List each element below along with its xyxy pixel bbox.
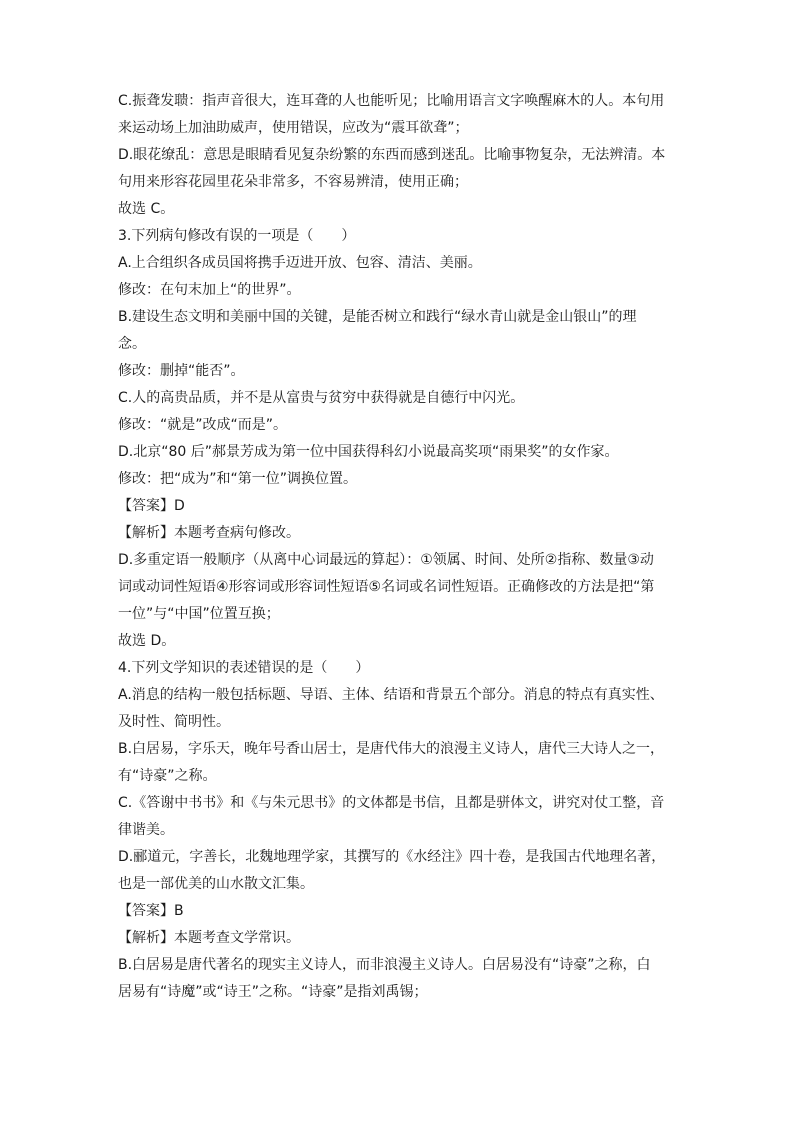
text-line: 也是一部优美的山水散文汇集。 <box>118 876 314 892</box>
text-line-c-option-explanation: C.振聋发聩：指声音很大，连耳聋的人也能听见；比喻用语言文字唤醒麻木的人。本句用 <box>118 93 665 109</box>
text-line: 词或动词性短语④形容词或形容词性短语⑤名词或名词性短语。正确修改的方法是把“第 <box>118 579 655 595</box>
question-3-option-d-fix: 修改：把“成为”和“第一位”调换位置。 <box>118 471 358 487</box>
question-3-option-b-fix: 修改：删掉“能否”。 <box>118 363 245 379</box>
text-line: 有“诗豪”之称。 <box>118 768 217 784</box>
question-3-analysis-text: D.多重定语一般顺序（从离中心词最远的算起）：①领属、时间、处所②指称、数量③动 <box>118 552 654 568</box>
text-line: 居易有“诗魔”或“诗王”之称。“诗豪”是指刘禹锡； <box>118 984 428 1000</box>
question-3-option-b: B.建设生态文明和美丽中国的关键，是能否树立和践行“绿水青山就是金山银山”的理 <box>118 309 637 325</box>
question-4-option-a: A.消息的结构一般包括标题、导语、主体、结语和背景五个部分。消息的特点有真实性、 <box>118 687 664 703</box>
question-3-option-c: C.人的高贵品质，并不是从富贵与贫穷中获得就是自德行中闪光。 <box>118 390 525 406</box>
question-3-analysis: 【解析】本题考查病句修改。 <box>118 525 300 541</box>
question-3-option-c-fix: 修改：“就是”改成“而是”。 <box>118 417 288 433</box>
question-4-stem: 4.下列文学知识的表述错误的是（ ） <box>118 660 370 676</box>
text-line-d-option-explanation: D.眼花缭乱：意思是眼睛看见复杂纷繁的东西而感到迷乱。比喻事物复杂，无法辨清。本 <box>118 147 666 163</box>
question-4-analysis-text: B.白居易是唐代著名的现实主义诗人，而非浪漫主义诗人。白居易没有“诗豪”之称，白 <box>118 957 651 973</box>
text-line: 句用来形容花园里花朵非常多，不容易辨清，使用正确； <box>118 174 468 190</box>
question-3-option-d: D.北京“80 后”郝景芳成为第一位中国获得科幻小说最高奖项“雨果奖”的女作家。 <box>118 444 619 460</box>
question-4-option-c: C.《答谢中书书》和《与朱元思书》的文体都是书信，且都是骈体文，讲究对仗工整，音 <box>118 795 665 811</box>
question-4-answer: 【答案】B <box>118 903 184 919</box>
text-line: 律谐美。 <box>118 822 174 838</box>
question-3-option-a-fix: 修改：在句末加上“的世界”。 <box>118 282 301 298</box>
text-line: 念。 <box>118 336 146 352</box>
question-4-option-b: B.白居易，字乐天，晚年号香山居士，是唐代伟大的浪漫主义诗人，唐代三大诗人之一， <box>118 741 665 757</box>
text-line: 来运动场上加油助威声，使用错误，应改为“震耳欲聋”； <box>118 120 469 136</box>
text-line: 及时性、简明性。 <box>118 714 230 730</box>
question-3-answer: 【答案】D <box>118 498 185 514</box>
question-3-stem: 3.下列病句修改有误的一项是（ ） <box>118 228 356 244</box>
question-4-analysis: 【解析】本题考查文学常识。 <box>118 930 300 946</box>
text-line: 一位”与“中国”位置互换； <box>118 606 280 622</box>
answer-choice-line: 故选 C。 <box>118 201 175 217</box>
answer-choice-line: 故选 D。 <box>118 633 176 649</box>
document-body <box>118 88 678 1006</box>
question-4-option-d: D.郦道元，字善长，北魏地理学家，其撰写的《水经注》四十卷，是我国古代地理名著， <box>118 849 666 865</box>
question-3-option-a: A.上合组织各成员国将携手迈进开放、包容、清洁、美丽。 <box>118 255 482 271</box>
